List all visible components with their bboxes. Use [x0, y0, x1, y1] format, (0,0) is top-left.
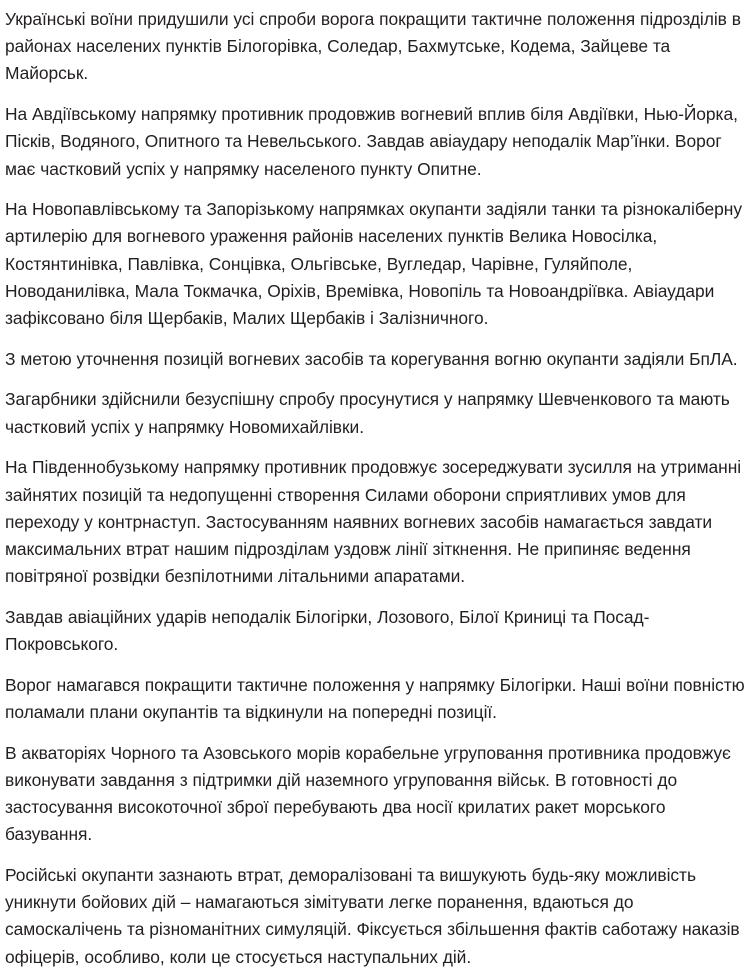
paragraph-3: На Новопавлівському та Запорізькому напрямках окупанти задіяли танки та різнокаліберну артилерію для вогневого ураження районів населених пунктів Велика Новосілка, Костянтинівка, Павлівка, Сонцівка, Ольгівське, Вугледар, Чарівне, Гуляйполе, Новоданилівка, Мала Токмачка, Оріхів, Времівка, Новопіль та Новоандріївка. Авіаудари зафіксовано біля Щербаків, Малих Щербаків і Залізничного.: [5, 199, 742, 329]
paragraph-6: На Південнобузькому напрямку противник продовжує зосереджувати зусилля на утриманні зайнятих позицій та недопущенні створення Силами оборони сприятливих умов для переходу у контрнаступ. Застосуванням наявних вогневих засобів намагається завдати максимальних втрат нашим підрозділам уздовж лінії зіткнення. Не припиняє ведення повітряної розвідки безпілотними літальними апаратами.: [5, 457, 742, 587]
paragraph-2: На Авдіївському напрямку противник продовжив вогневий вплив біля Авдіївки, Нью-Йорка, Пісків, Водяного, Опитного та Невельського. Завдав авіаудару неподалік Мар’їнки. Ворог має частковий успіх у напрямку населеного пункту Опитне.: [5, 104, 738, 179]
paragraph-1: Українські воїни придушили усі спроби ворога покращити тактичне положення підрозділів в районах населених пунктів Білогорівка, Соледар, Бахмутське, Кодема, Зайцеве та Майорськ.: [5, 9, 741, 84]
paragraph-9: В акваторіях Чорного та Азовського морів корабельне угруповання противника продовжує виконувати завдання з підтримки дій наземного угруповання військ. В готовності до застосування високоточної зброї перебувають два носії крилатих ракет морського базування.: [5, 742, 731, 845]
paragraph-7: Завдав авіаційних ударів неподалік Білогірки, Лозового, Білої Криниці та Посад-Покровського.: [5, 606, 650, 655]
paragraph-4: З метою уточнення позицій вогневих засобів та корегування вогню окупанти задіяли БпЛА.: [5, 348, 738, 369]
paragraph-10: Російські окупанти зазнають втрат, деморалізовані та вишукують будь-яку можливість уникнути бойових дій – намагаються зімітувати легке поранення, вдаються до самоскалічень та різноманітних симуляцій. Фіксується збільшення фактів саботажу наказів офіцерів, особливо, коли це стосується наступальних дій.: [5, 864, 740, 967]
paragraph-5: Загарбники здійснили безуспішну спробу просунутися у напрямку Шевченкового та мають частковий успіх у напрямку Новомихайлівки.: [5, 389, 730, 437]
paragraph-8: Ворог намагався покращити тактичне положення у напрямку Білогірки. Наші воїни повністю поламали плани окупантів та відкинули на попередні позиції.: [5, 674, 745, 722]
